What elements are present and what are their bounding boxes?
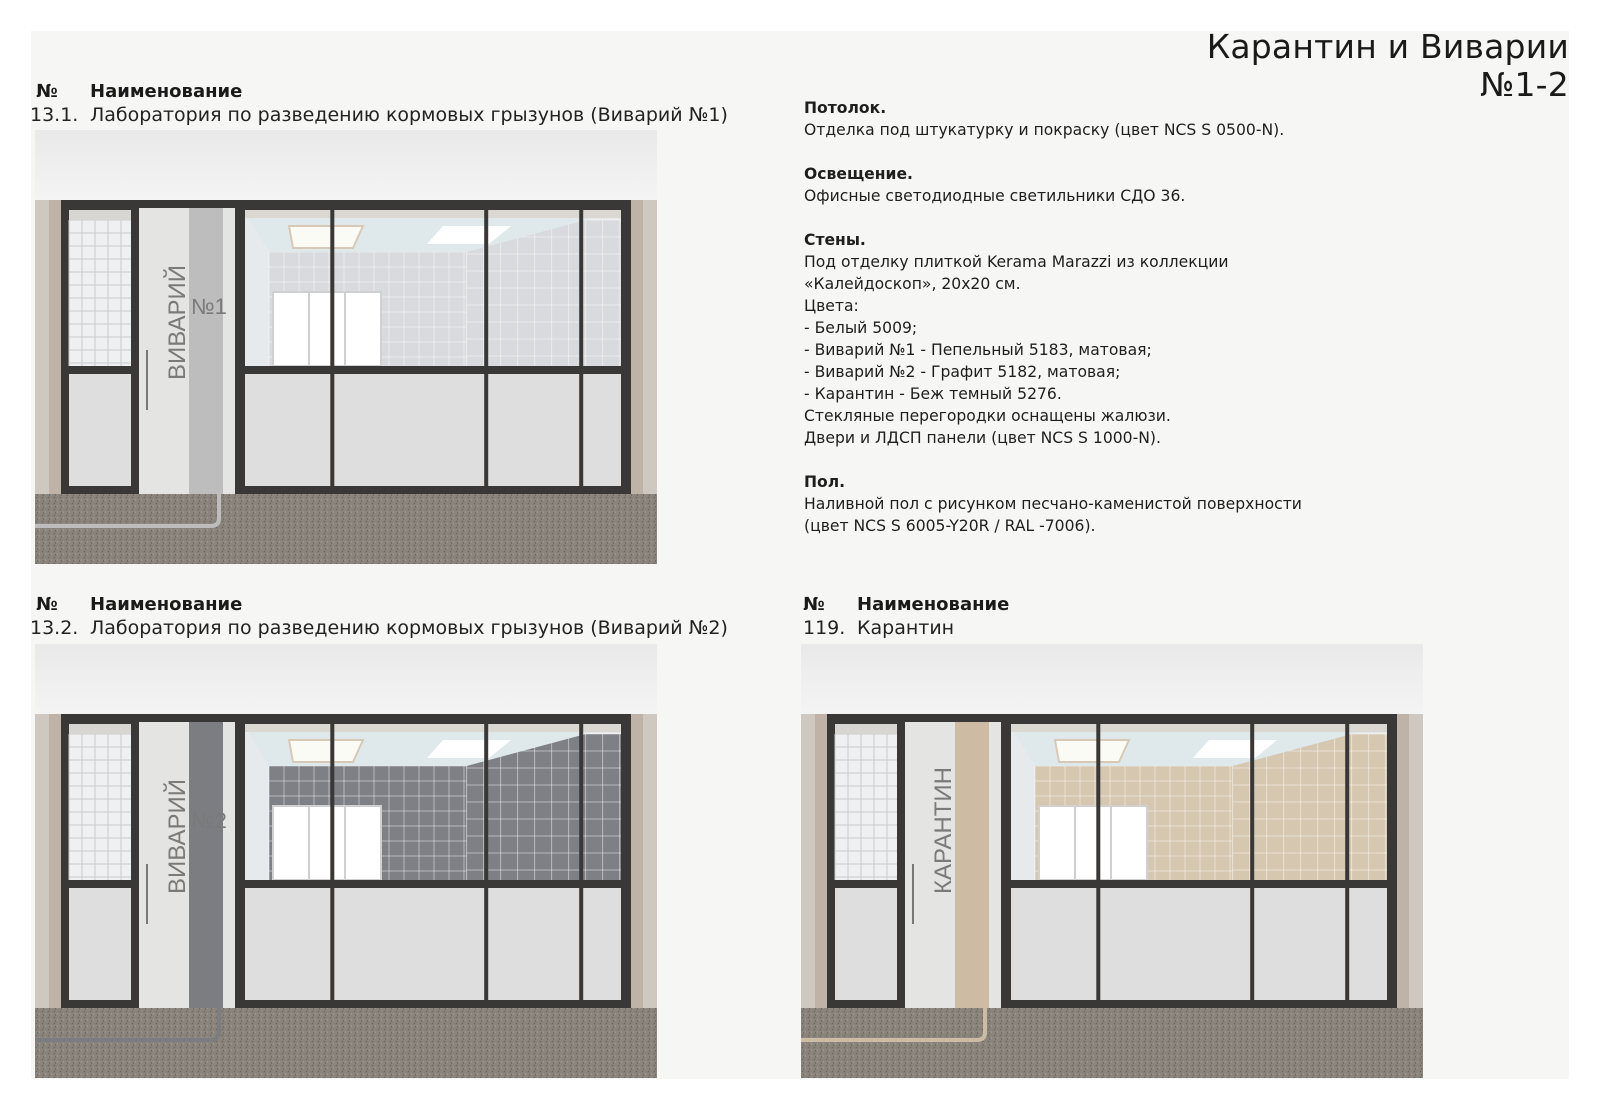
transom xyxy=(69,366,131,374)
left-panel xyxy=(69,374,131,486)
transom xyxy=(243,366,623,374)
room-render-3 xyxy=(801,644,1423,1078)
name-label: Наименование xyxy=(90,81,243,102)
spec-line: - Карантин - Беж темный 5276. xyxy=(804,385,1062,403)
room-code: 13.1. xyxy=(30,104,79,126)
door-sign-number: №1 xyxy=(191,294,227,319)
ceiling-light xyxy=(289,740,363,762)
mullion xyxy=(484,722,488,1002)
mullion xyxy=(1387,722,1391,1002)
mullion xyxy=(579,722,583,1002)
block-1-header xyxy=(30,80,776,130)
mullion xyxy=(579,208,583,488)
spec-line: Под отделку плиткой Kerama Marazzi из коллекции xyxy=(804,253,1229,271)
spec-walls xyxy=(804,229,1424,449)
spec-lighting xyxy=(804,163,1424,207)
left-panel xyxy=(835,888,897,1000)
name-label: Наименование xyxy=(857,594,1010,615)
mullion xyxy=(1250,722,1254,1002)
blinds xyxy=(1009,724,1389,732)
room-name: Лаборатория по разведению кормовых грызунов (Виварий №2) xyxy=(90,617,728,639)
spec-line: Отделка под штукатурку и покраску (цвет NCS S 0500-N). xyxy=(804,121,1285,139)
block-3-header xyxy=(803,593,1303,643)
window xyxy=(273,806,381,880)
door-sign-word: ВИВАРИЙ xyxy=(164,265,191,380)
transom xyxy=(1009,880,1389,888)
room-render-2 xyxy=(35,644,657,1078)
finish-specification xyxy=(804,97,1424,559)
left-panel xyxy=(69,888,131,1000)
window xyxy=(1039,806,1147,880)
mullion xyxy=(241,208,245,488)
mullion xyxy=(621,208,625,488)
spec-line: Офисные светодиодные светильники СДО 36. xyxy=(804,187,1186,205)
ceiling-light xyxy=(1055,740,1129,762)
door-sign-word: КАРАНТИН xyxy=(930,767,957,894)
page-title xyxy=(1207,28,1569,104)
block-2-header xyxy=(30,593,776,643)
spec-line: Наливной пол с рисунком песчано-каменистой поверхности xyxy=(804,495,1302,513)
spec-title: Освещение. xyxy=(804,165,913,183)
spec-line: - Виварий №1 - Пепельный 5183, матовая; xyxy=(804,341,1152,359)
mullion xyxy=(1096,722,1100,1002)
render-canvas xyxy=(35,644,657,1078)
door-accent-stripe xyxy=(189,722,223,1008)
spec-floor xyxy=(804,471,1424,537)
render-canvas xyxy=(801,644,1423,1078)
mullion xyxy=(330,722,334,1002)
mullion xyxy=(621,722,625,1002)
spec-title: Стены. xyxy=(804,231,866,249)
number-label: № xyxy=(803,594,825,615)
lower-panels xyxy=(1009,888,1389,1000)
spec-title: Пол. xyxy=(804,473,846,491)
room-render-1 xyxy=(35,130,657,564)
mullion xyxy=(241,722,245,1002)
left-blinds xyxy=(69,724,131,734)
wall-left-edge xyxy=(49,714,61,1008)
blinds xyxy=(243,210,623,218)
spec-line: Цвета: xyxy=(804,297,859,315)
spec-line: Двери и ЛДСП панели (цвет NCS S 1000-N). xyxy=(804,429,1161,447)
name-label: Наименование xyxy=(90,594,243,615)
door-accent-stripe xyxy=(189,208,223,494)
wall-left-edge xyxy=(49,200,61,494)
number-label: № xyxy=(36,81,58,102)
mullion xyxy=(1007,722,1011,1002)
room-code: 13.2. xyxy=(30,617,79,639)
blinds xyxy=(243,724,623,732)
left-blinds xyxy=(835,724,897,734)
floor xyxy=(35,494,657,564)
left-blinds xyxy=(69,210,131,220)
ceiling xyxy=(801,644,1423,714)
door-sign-number: №2 xyxy=(191,808,227,833)
spec-title: Потолок. xyxy=(804,99,887,117)
number-label: № xyxy=(36,594,58,615)
wall-right-edge xyxy=(1397,714,1409,1008)
door-sign-word: ВИВАРИЙ xyxy=(164,779,191,894)
spec-line: - Виварий №2 - Графит 5182, матовая; xyxy=(804,363,1121,381)
ceiling xyxy=(35,644,657,714)
render-canvas xyxy=(35,130,657,564)
window xyxy=(273,292,381,366)
room-name: Лаборатория по разведению кормовых грызунов (Виварий №1) xyxy=(90,104,728,126)
lower-panels xyxy=(243,888,623,1000)
lower-panels xyxy=(243,374,623,486)
wall-right-edge xyxy=(631,714,643,1008)
room-code: 119. xyxy=(803,617,846,639)
transom xyxy=(835,880,897,888)
page-title-line-2: №1-2 xyxy=(1479,65,1569,104)
wall-right-edge xyxy=(631,200,643,494)
spec-line: Стекляные перегородки оснащены жалюзи. xyxy=(804,407,1171,425)
mullion xyxy=(484,208,488,488)
transom xyxy=(243,880,623,888)
ceiling-light xyxy=(289,226,363,248)
floor xyxy=(801,1008,1423,1078)
spec-ceiling xyxy=(804,97,1424,141)
floor xyxy=(35,1008,657,1078)
door-accent-stripe xyxy=(955,722,989,1008)
mullion xyxy=(330,208,334,488)
room-name: Карантин xyxy=(857,617,955,639)
mullion xyxy=(1345,722,1349,1002)
spec-line: (цвет NCS S 6005-Y20R / RAL -7006). xyxy=(804,517,1096,535)
transom xyxy=(69,880,131,888)
wall-left-edge xyxy=(815,714,827,1008)
page-title-line-1: Карантин и Виварии xyxy=(1206,27,1569,66)
ceiling xyxy=(35,130,657,200)
spec-line: - Белый 5009; xyxy=(804,319,918,337)
spec-line: «Калейдоскоп», 20х20 см. xyxy=(804,275,1021,293)
